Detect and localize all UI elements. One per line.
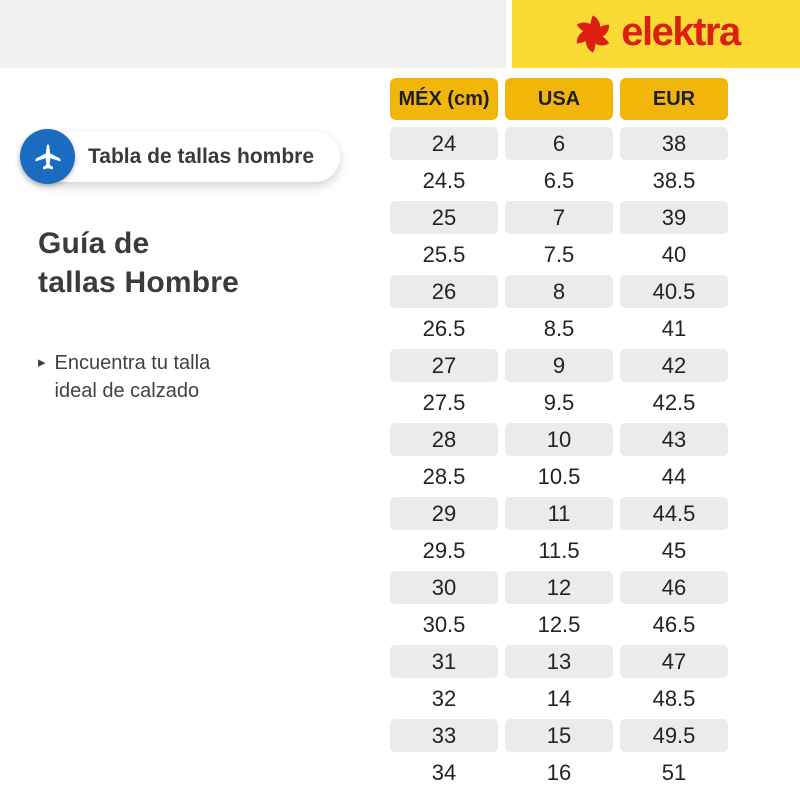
table-cell: 42 xyxy=(620,349,728,382)
table-cell: 44.5 xyxy=(620,497,728,530)
table-row xyxy=(390,680,728,717)
table-cell: 46 xyxy=(620,571,728,604)
table-cell: 30.5 xyxy=(422,611,466,637)
table-cell: 32 xyxy=(431,685,457,711)
table-row xyxy=(390,606,728,643)
table-cell: 9.5 xyxy=(543,389,575,415)
table-cell: 9 xyxy=(505,349,613,382)
table-cell: 24 xyxy=(390,127,498,160)
table-cell: 26 xyxy=(390,275,498,308)
table-cell: 6.5 xyxy=(543,167,575,193)
table-cell: 29.5 xyxy=(422,537,466,563)
table-cell: 28.5 xyxy=(422,463,466,489)
table-cell: 46.5 xyxy=(652,611,696,637)
table-cell: 7.5 xyxy=(543,241,575,267)
table-row xyxy=(390,532,728,569)
table-row xyxy=(390,310,728,347)
table-cell: 24.5 xyxy=(422,167,466,193)
table-cell: 49.5 xyxy=(620,719,728,752)
table-cell: 44 xyxy=(661,463,687,489)
table-cell: 31 xyxy=(390,645,498,678)
elektra-logo-banner xyxy=(512,0,800,68)
table-cell: 10 xyxy=(505,423,613,456)
table-cell: 45 xyxy=(661,537,687,563)
header-cell-mex: MÉX (cm) xyxy=(390,78,498,120)
table-row xyxy=(390,236,728,273)
table-cell: 40 xyxy=(661,241,687,267)
top-gray-band xyxy=(0,0,506,68)
table-cell: 10.5 xyxy=(537,463,581,489)
bullet-text-line1: Encuentra tu talla xyxy=(54,352,211,374)
table-cell: 43 xyxy=(620,423,728,456)
bullet-text-line2: ideal de calzado xyxy=(54,380,200,402)
size-chart-badge xyxy=(22,132,340,182)
table-cell: 6 xyxy=(505,127,613,160)
table-cell: 42.5 xyxy=(652,389,696,415)
table-cell: 30 xyxy=(390,571,498,604)
table-row xyxy=(390,569,728,606)
table-cell: 25.5 xyxy=(422,241,466,267)
table-cell: 40.5 xyxy=(620,275,728,308)
bullet-point xyxy=(38,349,210,405)
table-cell: 48.5 xyxy=(652,685,696,711)
table-cell: 11 xyxy=(505,497,613,530)
size-table-body xyxy=(390,125,728,791)
table-row xyxy=(390,273,728,310)
table-cell: 14 xyxy=(546,685,572,711)
table-row xyxy=(390,458,728,495)
airplane-icon xyxy=(33,142,63,172)
table-cell: 8 xyxy=(505,275,613,308)
size-table xyxy=(390,78,728,791)
table-cell: 12 xyxy=(505,571,613,604)
table-cell: 27.5 xyxy=(422,389,466,415)
table-cell: 51 xyxy=(661,759,687,785)
table-cell: 15 xyxy=(505,719,613,752)
page-title-line1: Guía de xyxy=(38,227,150,260)
table-row xyxy=(390,421,728,458)
table-cell: 29 xyxy=(390,497,498,530)
table-cell: 12.5 xyxy=(537,611,581,637)
bullet-arrow-icon: ▸ xyxy=(38,354,46,371)
table-row xyxy=(390,199,728,236)
table-cell: 33 xyxy=(390,719,498,752)
table-cell: 26.5 xyxy=(422,315,466,341)
table-cell: 39 xyxy=(620,201,728,234)
table-cell: 7 xyxy=(505,201,613,234)
header-cell-usa: USA xyxy=(505,78,613,120)
table-row xyxy=(390,495,728,532)
table-row xyxy=(390,754,728,791)
table-cell: 11.5 xyxy=(538,537,580,563)
table-row xyxy=(390,162,728,199)
table-row xyxy=(390,717,728,754)
table-row xyxy=(390,125,728,162)
table-cell: 28 xyxy=(390,423,498,456)
table-row xyxy=(390,347,728,384)
page-title xyxy=(38,224,239,302)
table-cell: 27 xyxy=(390,349,498,382)
table-cell: 34 xyxy=(431,759,457,785)
table-row xyxy=(390,384,728,421)
badge-label: Tabla de tallas hombre xyxy=(88,145,315,168)
page-title-line2: tallas Hombre xyxy=(38,266,239,299)
table-row xyxy=(390,643,728,680)
table-cell: 38 xyxy=(620,127,728,160)
size-table-header xyxy=(390,78,728,120)
table-cell: 25 xyxy=(390,201,498,234)
elektra-logo-text: elektra xyxy=(621,10,740,54)
table-cell: 41 xyxy=(661,315,687,341)
table-cell: 47 xyxy=(620,645,728,678)
elektra-pinwheel-icon xyxy=(572,13,614,55)
bullet-text xyxy=(55,349,211,405)
badge-circle xyxy=(20,129,75,184)
table-cell: 8.5 xyxy=(543,315,575,341)
table-cell: 13 xyxy=(505,645,613,678)
table-cell: 38.5 xyxy=(652,167,696,193)
header-cell-eur: EUR xyxy=(620,78,728,120)
table-cell: 16 xyxy=(546,759,572,785)
